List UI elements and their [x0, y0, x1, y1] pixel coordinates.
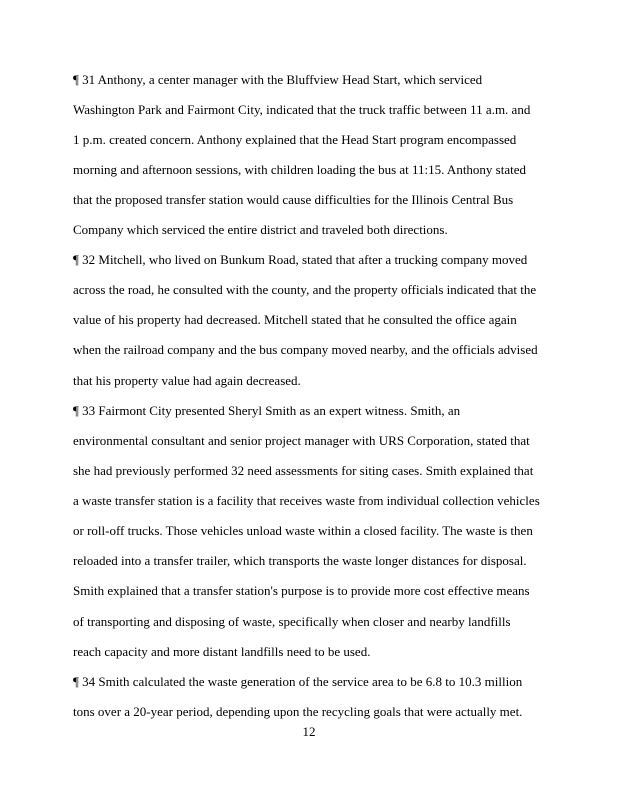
- text-line: ¶ 31 Anthony, a center manager with the Bluffview Head Start, which serviced: [73, 72, 483, 87]
- text-line: ¶ 34 Smith calculated the waste generation of the service area to be 6.8 to 10.3 million: [73, 674, 523, 689]
- text-line: ¶ 33 Fairmont City presented Sheryl Smith as an expert witness. Smith, an: [73, 403, 461, 418]
- text-line: when the railroad company and the bus company moved nearby, and the officials advised: [73, 342, 538, 357]
- text-line: that his property value had again decreased.: [73, 373, 301, 388]
- text-line: environmental consultant and senior project manager with URS Corporation, stated that: [73, 433, 530, 448]
- text-line: reloaded into a transfer trailer, which transports the waste longer distances for disposal.: [73, 553, 527, 568]
- text-line: tons over a 20-year period, depending upon the recycling goals that were actually met.: [73, 704, 523, 719]
- text-line: 1 p.m. created concern. Anthony explained that the Head Start program encompassed: [73, 132, 517, 147]
- text-line: of transporting and disposing of waste, specifically when closer and nearby landfills: [73, 614, 511, 629]
- text-line: morning and afternoon sessions, with children loading the bus at 11:15. Anthony stated: [73, 162, 527, 177]
- text-line: across the road, he consulted with the county, and the property officials indicated that the: [73, 282, 537, 297]
- page-number: 12: [302, 724, 316, 739]
- text-line: reach capacity and more distant landfills need to be used.: [73, 644, 371, 659]
- text-line: ¶ 32 Mitchell, who lived on Bunkum Road, stated that after a trucking company moved: [73, 252, 528, 267]
- text-line: Washington Park and Fairmont City, indicated that the truck traffic between 11 a.m. and: [73, 102, 531, 117]
- text-line: Company which serviced the entire district and traveled both directions.: [73, 222, 448, 237]
- text-line: that the proposed transfer station would cause difficulties for the Illinois Central Bus: [73, 192, 514, 207]
- text-line: value of his property had decreased. Mitchell stated that he consulted the office again: [73, 312, 517, 327]
- text-line: she had previously performed 32 need assessments for siting cases. Smith explained that: [73, 463, 534, 478]
- text-line: Smith explained that a transfer station's purpose is to provide more cost effective means: [73, 583, 530, 598]
- text-line: a waste transfer station is a facility that receives waste from individual collection vehicles: [73, 493, 540, 508]
- text-line: or roll-off trucks. Those vehicles unload waste within a closed facility. The waste is then: [73, 523, 533, 538]
